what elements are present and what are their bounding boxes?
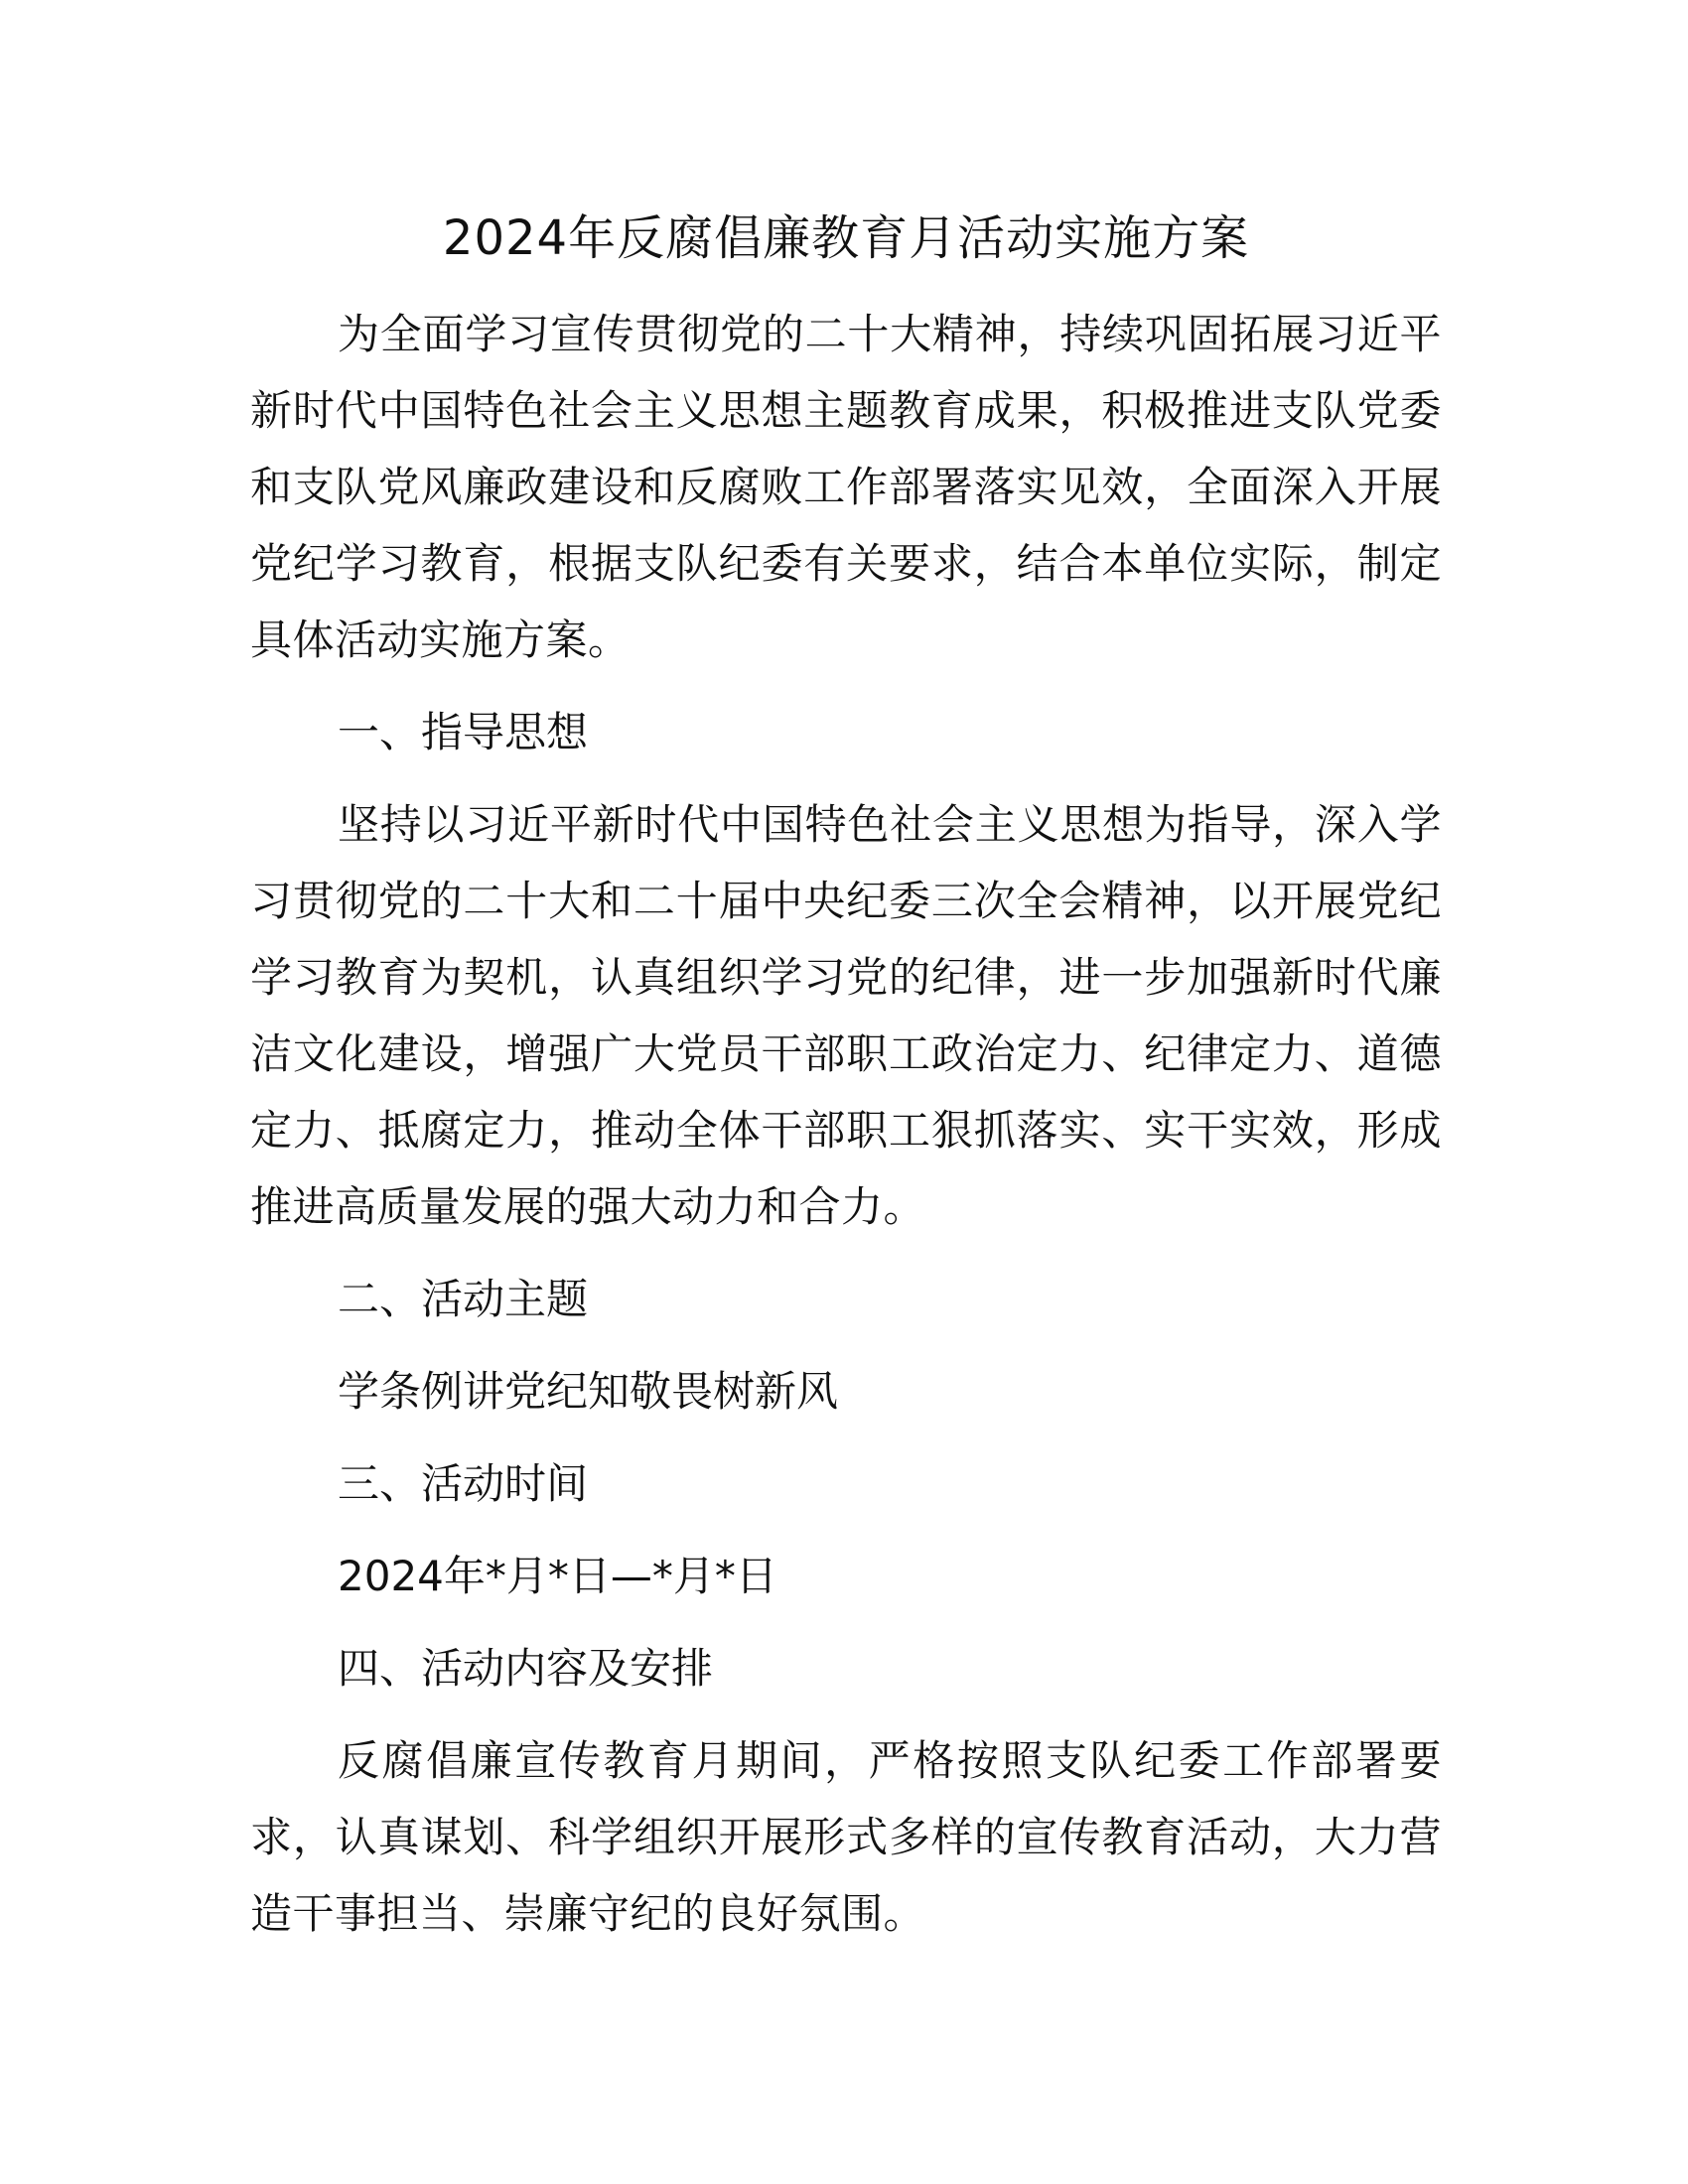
section-heading-guiding-ideology: 一、指导思想	[338, 708, 589, 756]
document-title: 2024年反腐倡廉教育月活动实施方案	[442, 210, 1250, 266]
section-body-activity-theme: 学条例讲党纪知敬畏树新风	[338, 1367, 839, 1416]
section-heading-activity-content: 四、活动内容及安排	[338, 1644, 714, 1693]
section-heading-activity-time: 三、活动时间	[338, 1459, 589, 1508]
section-body-guiding-ideology: 坚持以习近平新时代中国特色社会主义思想为指导，深入学习贯彻党的二十大和二十届中央纪委三次全会精神，以开展党纪学习教育为契机，认真组织学习党的纪律，进一步加强新时代廉洁文化建设，增强广大党员干部职工政治定力、纪律定力、道德定力、抵腐定力，推动全体干部职工狠抓落实、实干实效，形成推进高质量发展的强大动力和合力。	[250, 800, 1442, 1231]
section-body-activity-content: 反腐倡廉宣传教育月期间，严格按照支队纪委工作部署要求，认真谋划、科学组织开展形式多样的宣传教育活动，大力营造干事担当、崇廉守纪的良好氛围。	[250, 1736, 1442, 1938]
document-content	[250, 199, 1442, 1952]
intro-paragraph: 为全面学习宣传贯彻党的二十大精神，持续巩固拓展习近平新时代中国特色社会主义思想主题教育成果，积极推进支队党委和支队党风廉政建设和反腐败工作部署落实见效，全面深入开展党纪学习教育，根据支队纪委有关要求，结合本单位实际，制定具体活动实施方案。	[250, 310, 1442, 664]
section-heading-activity-theme: 二、活动主题	[338, 1275, 589, 1323]
section-body-activity-time: 2024年*月*日—*月*日	[338, 1552, 777, 1600]
